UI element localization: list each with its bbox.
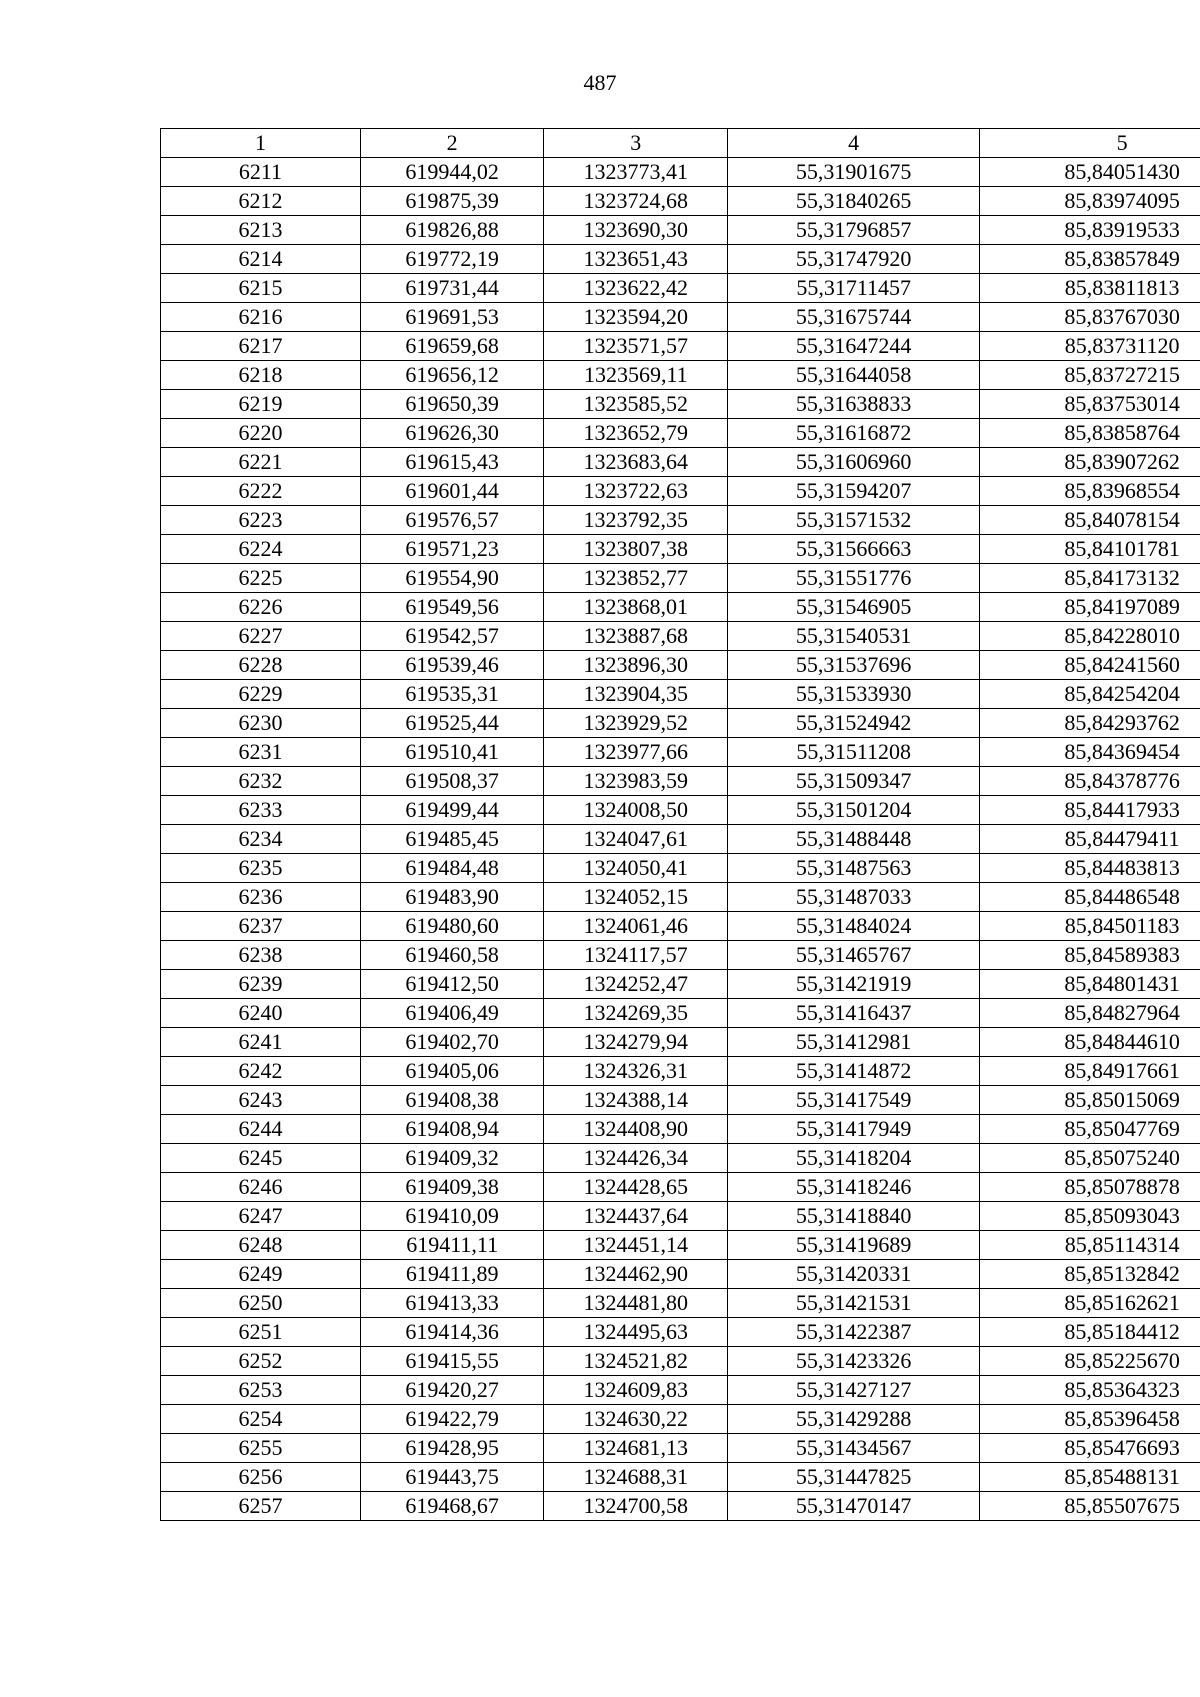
table-cell-col-3: 1324426,34 bbox=[544, 1144, 728, 1173]
table-cell-col-1: 6219 bbox=[161, 390, 361, 419]
table-cell-col-2: 619409,38 bbox=[360, 1173, 544, 1202]
table-cell-col-4: 55,31509347 bbox=[728, 767, 980, 796]
table-cell-col-1: 6230 bbox=[161, 709, 361, 738]
table-cell-col-1: 6237 bbox=[161, 912, 361, 941]
table-cell-col-5: 85,84589383 bbox=[980, 941, 1200, 970]
table-cell-col-4: 55,31571532 bbox=[728, 506, 980, 535]
table-cell-col-5: 85,83767030 bbox=[980, 303, 1200, 332]
table-cell-col-3: 1323594,20 bbox=[544, 303, 728, 332]
table-cell-col-4: 55,31537696 bbox=[728, 651, 980, 680]
table-cell-col-4: 55,31434567 bbox=[728, 1434, 980, 1463]
table-cell-col-5: 85,84228010 bbox=[980, 622, 1200, 651]
table-cell-col-4: 55,31616872 bbox=[728, 419, 980, 448]
table-cell-col-4: 55,31427127 bbox=[728, 1376, 980, 1405]
column-header-1: 1 bbox=[161, 129, 361, 158]
table-cell-col-4: 55,31840265 bbox=[728, 187, 980, 216]
table-cell-col-2: 619460,58 bbox=[360, 941, 544, 970]
table-cell-col-4: 55,31419689 bbox=[728, 1231, 980, 1260]
table-cell-col-5: 85,85476693 bbox=[980, 1434, 1200, 1463]
table-cell-col-2: 619535,31 bbox=[360, 680, 544, 709]
table-cell-col-2: 619402,70 bbox=[360, 1028, 544, 1057]
table-cell-col-5: 85,84483813 bbox=[980, 854, 1200, 883]
table-cell-col-3: 1323977,66 bbox=[544, 738, 728, 767]
table-row bbox=[161, 448, 1200, 477]
table-cell-col-4: 55,31487563 bbox=[728, 854, 980, 883]
table-cell-col-2: 619412,50 bbox=[360, 970, 544, 999]
table-cell-col-3: 1324451,14 bbox=[544, 1231, 728, 1260]
table-row bbox=[161, 1289, 1200, 1318]
table-row bbox=[161, 709, 1200, 738]
table-cell-col-1: 6241 bbox=[161, 1028, 361, 1057]
table-cell-col-5: 85,83753014 bbox=[980, 390, 1200, 419]
table-cell-col-5: 85,83919533 bbox=[980, 216, 1200, 245]
table-cell-col-3: 1323652,79 bbox=[544, 419, 728, 448]
table-cell-col-3: 1323585,52 bbox=[544, 390, 728, 419]
table-cell-col-1: 6217 bbox=[161, 332, 361, 361]
table-cell-col-4: 55,31418840 bbox=[728, 1202, 980, 1231]
table-cell-col-4: 55,31638833 bbox=[728, 390, 980, 419]
table-row bbox=[161, 361, 1200, 390]
table-cell-col-2: 619510,41 bbox=[360, 738, 544, 767]
table-cell-col-5: 85,84378776 bbox=[980, 767, 1200, 796]
table-row bbox=[161, 245, 1200, 274]
table-row bbox=[161, 1347, 1200, 1376]
table-cell-col-1: 6233 bbox=[161, 796, 361, 825]
table-cell-col-3: 1323622,42 bbox=[544, 274, 728, 303]
table-row bbox=[161, 651, 1200, 680]
table-cell-col-3: 1324008,50 bbox=[544, 796, 728, 825]
table-row bbox=[161, 796, 1200, 825]
table-row bbox=[161, 506, 1200, 535]
table-cell-col-4: 55,31429288 bbox=[728, 1405, 980, 1434]
table-cell-col-5: 85,84479411 bbox=[980, 825, 1200, 854]
table-cell-col-5: 85,84417933 bbox=[980, 796, 1200, 825]
table-cell-col-4: 55,31420331 bbox=[728, 1260, 980, 1289]
table-cell-col-3: 1324437,64 bbox=[544, 1202, 728, 1231]
table-row bbox=[161, 1405, 1200, 1434]
table-cell-col-4: 55,31606960 bbox=[728, 448, 980, 477]
table-cell-col-1: 6228 bbox=[161, 651, 361, 680]
table-cell-col-3: 1323807,38 bbox=[544, 535, 728, 564]
table-cell-col-3: 1324700,58 bbox=[544, 1492, 728, 1521]
table-cell-col-5: 85,85075240 bbox=[980, 1144, 1200, 1173]
table-cell-col-5: 85,85364323 bbox=[980, 1376, 1200, 1405]
table-cell-col-2: 619508,37 bbox=[360, 767, 544, 796]
table-cell-col-3: 1324117,57 bbox=[544, 941, 728, 970]
table-cell-col-1: 6246 bbox=[161, 1173, 361, 1202]
table-cell-col-1: 6220 bbox=[161, 419, 361, 448]
table-cell-col-1: 6243 bbox=[161, 1086, 361, 1115]
table-cell-col-1: 6250 bbox=[161, 1289, 361, 1318]
table-cell-col-5: 85,84293762 bbox=[980, 709, 1200, 738]
table-cell-col-2: 619428,95 bbox=[360, 1434, 544, 1463]
table-row bbox=[161, 1231, 1200, 1260]
table-cell-col-1: 6247 bbox=[161, 1202, 361, 1231]
table-cell-col-2: 619554,90 bbox=[360, 564, 544, 593]
table-cell-col-4: 55,31447825 bbox=[728, 1463, 980, 1492]
table-row bbox=[161, 738, 1200, 767]
table-cell-col-3: 1323773,41 bbox=[544, 158, 728, 187]
table-cell-col-5: 85,84486548 bbox=[980, 883, 1200, 912]
table-cell-col-5: 85,85488131 bbox=[980, 1463, 1200, 1492]
table-cell-col-5: 85,85015069 bbox=[980, 1086, 1200, 1115]
table-cell-col-2: 619576,57 bbox=[360, 506, 544, 535]
table-row bbox=[161, 941, 1200, 970]
table-cell-col-2: 619422,79 bbox=[360, 1405, 544, 1434]
table-cell-col-1: 6239 bbox=[161, 970, 361, 999]
table-cell-col-4: 55,31647244 bbox=[728, 332, 980, 361]
table-cell-col-5: 85,83858764 bbox=[980, 419, 1200, 448]
table-cell-col-3: 1324481,80 bbox=[544, 1289, 728, 1318]
table-row bbox=[161, 593, 1200, 622]
table-cell-col-2: 619542,57 bbox=[360, 622, 544, 651]
table-cell-col-5: 85,85047769 bbox=[980, 1115, 1200, 1144]
table-cell-col-2: 619691,53 bbox=[360, 303, 544, 332]
table-cell-col-4: 55,31675744 bbox=[728, 303, 980, 332]
table-cell-col-3: 1324269,35 bbox=[544, 999, 728, 1028]
table-cell-col-2: 619406,49 bbox=[360, 999, 544, 1028]
table-row bbox=[161, 912, 1200, 941]
table-cell-col-4: 55,31524942 bbox=[728, 709, 980, 738]
table-row bbox=[161, 1318, 1200, 1347]
table-row bbox=[161, 390, 1200, 419]
table-cell-col-5: 85,85184412 bbox=[980, 1318, 1200, 1347]
table-cell-col-2: 619468,67 bbox=[360, 1492, 544, 1521]
table-cell-col-1: 6232 bbox=[161, 767, 361, 796]
table-cell-col-1: 6215 bbox=[161, 274, 361, 303]
table-cell-col-3: 1324326,31 bbox=[544, 1057, 728, 1086]
table-cell-col-2: 619414,36 bbox=[360, 1318, 544, 1347]
table-cell-col-1: 6226 bbox=[161, 593, 361, 622]
table-row bbox=[161, 274, 1200, 303]
table-cell-col-3: 1323792,35 bbox=[544, 506, 728, 535]
table-cell-col-2: 619484,48 bbox=[360, 854, 544, 883]
table-cell-col-3: 1324462,90 bbox=[544, 1260, 728, 1289]
table-cell-col-1: 6249 bbox=[161, 1260, 361, 1289]
table-cell-col-4: 55,31418204 bbox=[728, 1144, 980, 1173]
table-body bbox=[161, 158, 1200, 1521]
table-cell-col-2: 619483,90 bbox=[360, 883, 544, 912]
table-cell-col-4: 55,31484024 bbox=[728, 912, 980, 941]
table-cell-col-5: 85,83907262 bbox=[980, 448, 1200, 477]
table-cell-col-5: 85,84801431 bbox=[980, 970, 1200, 999]
table-row bbox=[161, 1086, 1200, 1115]
table-cell-col-4: 55,31511208 bbox=[728, 738, 980, 767]
table-cell-col-5: 85,84241560 bbox=[980, 651, 1200, 680]
table-cell-col-4: 55,31421531 bbox=[728, 1289, 980, 1318]
table-row bbox=[161, 1376, 1200, 1405]
column-header-3: 3 bbox=[544, 129, 728, 158]
table-row bbox=[161, 332, 1200, 361]
table-cell-col-3: 1323868,01 bbox=[544, 593, 728, 622]
table-cell-col-5: 85,84173132 bbox=[980, 564, 1200, 593]
table-row bbox=[161, 1173, 1200, 1202]
table-cell-col-2: 619420,27 bbox=[360, 1376, 544, 1405]
table-cell-col-2: 619875,39 bbox=[360, 187, 544, 216]
table-row bbox=[161, 1028, 1200, 1057]
table-cell-col-1: 6240 bbox=[161, 999, 361, 1028]
table-cell-col-2: 619601,44 bbox=[360, 477, 544, 506]
table-row bbox=[161, 1492, 1200, 1521]
table-cell-col-3: 1323683,64 bbox=[544, 448, 728, 477]
table-cell-col-3: 1323904,35 bbox=[544, 680, 728, 709]
table-cell-col-3: 1324050,41 bbox=[544, 854, 728, 883]
column-header-5: 5 bbox=[980, 129, 1200, 158]
table-row bbox=[161, 622, 1200, 651]
table-cell-col-2: 619405,06 bbox=[360, 1057, 544, 1086]
table-cell-col-1: 6235 bbox=[161, 854, 361, 883]
table-cell-col-1: 6252 bbox=[161, 1347, 361, 1376]
table-cell-col-5: 85,83731120 bbox=[980, 332, 1200, 361]
table-cell-col-4: 55,31470147 bbox=[728, 1492, 980, 1521]
table-cell-col-3: 1324408,90 bbox=[544, 1115, 728, 1144]
table-row bbox=[161, 187, 1200, 216]
table-cell-col-2: 619650,39 bbox=[360, 390, 544, 419]
table-cell-col-5: 85,85396458 bbox=[980, 1405, 1200, 1434]
table-cell-col-1: 6257 bbox=[161, 1492, 361, 1521]
table-cell-col-5: 85,84917661 bbox=[980, 1057, 1200, 1086]
table-cell-col-3: 1324052,15 bbox=[544, 883, 728, 912]
table-cell-col-5: 85,83974095 bbox=[980, 187, 1200, 216]
table-cell-col-2: 619615,43 bbox=[360, 448, 544, 477]
table-cell-col-2: 619772,19 bbox=[360, 245, 544, 274]
table-cell-col-4: 55,31747920 bbox=[728, 245, 980, 274]
table-cell-col-2: 619659,68 bbox=[360, 332, 544, 361]
table-cell-col-4: 55,31644058 bbox=[728, 361, 980, 390]
table-cell-col-5: 85,83811813 bbox=[980, 274, 1200, 303]
table-cell-col-5: 85,83857849 bbox=[980, 245, 1200, 274]
table-cell-col-4: 55,31551776 bbox=[728, 564, 980, 593]
table-cell-col-4: 55,31414872 bbox=[728, 1057, 980, 1086]
table-cell-col-4: 55,31711457 bbox=[728, 274, 980, 303]
table-cell-col-1: 6214 bbox=[161, 245, 361, 274]
table-cell-col-5: 85,84844610 bbox=[980, 1028, 1200, 1057]
table-cell-col-5: 85,84827964 bbox=[980, 999, 1200, 1028]
table-cell-col-2: 619415,55 bbox=[360, 1347, 544, 1376]
table-cell-col-2: 619410,09 bbox=[360, 1202, 544, 1231]
table-cell-col-4: 55,31533930 bbox=[728, 680, 980, 709]
table-cell-col-2: 619408,38 bbox=[360, 1086, 544, 1115]
table-row bbox=[161, 158, 1200, 187]
table-row bbox=[161, 1260, 1200, 1289]
table-row bbox=[161, 564, 1200, 593]
table-cell-col-2: 619656,12 bbox=[360, 361, 544, 390]
table-cell-col-2: 619539,46 bbox=[360, 651, 544, 680]
table-cell-col-3: 1324252,47 bbox=[544, 970, 728, 999]
table-row bbox=[161, 999, 1200, 1028]
table-cell-col-1: 6221 bbox=[161, 448, 361, 477]
table-cell-col-2: 619944,02 bbox=[360, 158, 544, 187]
table-cell-col-3: 1324681,13 bbox=[544, 1434, 728, 1463]
table-cell-col-2: 619480,60 bbox=[360, 912, 544, 941]
table-cell-col-4: 55,31416437 bbox=[728, 999, 980, 1028]
table-cell-col-4: 55,31501204 bbox=[728, 796, 980, 825]
table-row bbox=[161, 1115, 1200, 1144]
table-cell-col-2: 619411,11 bbox=[360, 1231, 544, 1260]
table-cell-col-5: 85,85225670 bbox=[980, 1347, 1200, 1376]
table-cell-col-1: 6222 bbox=[161, 477, 361, 506]
table-cell-col-1: 6223 bbox=[161, 506, 361, 535]
table-cell-col-1: 6218 bbox=[161, 361, 361, 390]
table-cell-col-2: 619408,94 bbox=[360, 1115, 544, 1144]
table-cell-col-2: 619411,89 bbox=[360, 1260, 544, 1289]
table-cell-col-4: 55,31566663 bbox=[728, 535, 980, 564]
table-cell-col-1: 6224 bbox=[161, 535, 361, 564]
table-cell-col-1: 6244 bbox=[161, 1115, 361, 1144]
table-cell-col-4: 55,31417949 bbox=[728, 1115, 980, 1144]
table-header-row bbox=[161, 129, 1200, 158]
table-cell-col-3: 1324609,83 bbox=[544, 1376, 728, 1405]
table-cell-col-4: 55,31418246 bbox=[728, 1173, 980, 1202]
table-cell-col-3: 1323887,68 bbox=[544, 622, 728, 651]
table-cell-col-5: 85,85162621 bbox=[980, 1289, 1200, 1318]
table-cell-col-2: 619409,32 bbox=[360, 1144, 544, 1173]
table-row bbox=[161, 1434, 1200, 1463]
column-header-2: 2 bbox=[360, 129, 544, 158]
table-cell-col-1: 6212 bbox=[161, 187, 361, 216]
table-cell-col-3: 1324279,94 bbox=[544, 1028, 728, 1057]
table-row bbox=[161, 825, 1200, 854]
table-cell-col-1: 6236 bbox=[161, 883, 361, 912]
table-cell-col-4: 55,31901675 bbox=[728, 158, 980, 187]
table-cell-col-4: 55,31465767 bbox=[728, 941, 980, 970]
table-cell-col-1: 6238 bbox=[161, 941, 361, 970]
table-cell-col-1: 6242 bbox=[161, 1057, 361, 1086]
table-cell-col-1: 6245 bbox=[161, 1144, 361, 1173]
table-cell-col-3: 1323929,52 bbox=[544, 709, 728, 738]
page-number: 487 bbox=[583, 70, 617, 95]
table-cell-col-4: 55,31423326 bbox=[728, 1347, 980, 1376]
table-row bbox=[161, 883, 1200, 912]
table-cell-col-1: 6248 bbox=[161, 1231, 361, 1260]
table-cell-col-4: 55,31546905 bbox=[728, 593, 980, 622]
table-cell-col-3: 1323690,30 bbox=[544, 216, 728, 245]
table-row bbox=[161, 767, 1200, 796]
table-cell-col-5: 85,84051430 bbox=[980, 158, 1200, 187]
table-cell-col-5: 85,84101781 bbox=[980, 535, 1200, 564]
table-cell-col-3: 1324428,65 bbox=[544, 1173, 728, 1202]
table-row bbox=[161, 1202, 1200, 1231]
table-cell-col-3: 1323852,77 bbox=[544, 564, 728, 593]
table-cell-col-1: 6256 bbox=[161, 1463, 361, 1492]
table-cell-col-3: 1323896,30 bbox=[544, 651, 728, 680]
table-cell-col-5: 85,85507675 bbox=[980, 1492, 1200, 1521]
table-cell-col-1: 6216 bbox=[161, 303, 361, 332]
table-cell-col-2: 619443,75 bbox=[360, 1463, 544, 1492]
table-cell-col-1: 6254 bbox=[161, 1405, 361, 1434]
table-row bbox=[161, 1144, 1200, 1173]
table-cell-col-3: 1324495,63 bbox=[544, 1318, 728, 1347]
table-cell-col-2: 619571,23 bbox=[360, 535, 544, 564]
table-cell-col-5: 85,84254204 bbox=[980, 680, 1200, 709]
table-row bbox=[161, 419, 1200, 448]
table-cell-col-5: 85,84078154 bbox=[980, 506, 1200, 535]
table-cell-col-3: 1324630,22 bbox=[544, 1405, 728, 1434]
table-cell-col-2: 619499,44 bbox=[360, 796, 544, 825]
coordinates-table bbox=[160, 128, 1200, 1521]
table-cell-col-5: 85,84369454 bbox=[980, 738, 1200, 767]
table-row bbox=[161, 680, 1200, 709]
table-cell-col-5: 85,85093043 bbox=[980, 1202, 1200, 1231]
table-cell-col-2: 619485,45 bbox=[360, 825, 544, 854]
table-cell-col-2: 619525,44 bbox=[360, 709, 544, 738]
table-cell-col-1: 6255 bbox=[161, 1434, 361, 1463]
table-cell-col-5: 85,83968554 bbox=[980, 477, 1200, 506]
table-row bbox=[161, 854, 1200, 883]
table-cell-col-3: 1324688,31 bbox=[544, 1463, 728, 1492]
table-cell-col-5: 85,85078878 bbox=[980, 1173, 1200, 1202]
table-cell-col-5: 85,85132842 bbox=[980, 1260, 1200, 1289]
table-cell-col-3: 1324061,46 bbox=[544, 912, 728, 941]
table-cell-col-3: 1323569,11 bbox=[544, 361, 728, 390]
table-cell-col-3: 1323983,59 bbox=[544, 767, 728, 796]
table-cell-col-2: 619826,88 bbox=[360, 216, 544, 245]
table-cell-col-5: 85,85114314 bbox=[980, 1231, 1200, 1260]
table-cell-col-4: 55,31417549 bbox=[728, 1086, 980, 1115]
table-cell-col-3: 1324388,14 bbox=[544, 1086, 728, 1115]
table-cell-col-4: 55,31422387 bbox=[728, 1318, 980, 1347]
table-row bbox=[161, 535, 1200, 564]
table-cell-col-1: 6225 bbox=[161, 564, 361, 593]
table-row bbox=[161, 216, 1200, 245]
table-cell-col-4: 55,31412981 bbox=[728, 1028, 980, 1057]
table-cell-col-5: 85,84501183 bbox=[980, 912, 1200, 941]
table-cell-col-3: 1324521,82 bbox=[544, 1347, 728, 1376]
table-cell-col-4: 55,31594207 bbox=[728, 477, 980, 506]
table-cell-col-2: 619549,56 bbox=[360, 593, 544, 622]
table-row bbox=[161, 477, 1200, 506]
table-cell-col-1: 6234 bbox=[161, 825, 361, 854]
table-cell-col-3: 1323571,57 bbox=[544, 332, 728, 361]
table-cell-col-2: 619731,44 bbox=[360, 274, 544, 303]
column-header-4: 4 bbox=[728, 129, 980, 158]
table-cell-col-1: 6251 bbox=[161, 1318, 361, 1347]
table-row bbox=[161, 1057, 1200, 1086]
table-cell-col-1: 6231 bbox=[161, 738, 361, 767]
table-row bbox=[161, 303, 1200, 332]
table-cell-col-2: 619413,33 bbox=[360, 1289, 544, 1318]
table-cell-col-5: 85,84197089 bbox=[980, 593, 1200, 622]
table-cell-col-3: 1323722,63 bbox=[544, 477, 728, 506]
table-cell-col-1: 6229 bbox=[161, 680, 361, 709]
table-cell-col-4: 55,31540531 bbox=[728, 622, 980, 651]
table-row bbox=[161, 1463, 1200, 1492]
table-cell-col-3: 1323651,43 bbox=[544, 245, 728, 274]
table-cell-col-4: 55,31488448 bbox=[728, 825, 980, 854]
table-row bbox=[161, 970, 1200, 999]
table-cell-col-1: 6253 bbox=[161, 1376, 361, 1405]
table-cell-col-3: 1323724,68 bbox=[544, 187, 728, 216]
table-cell-col-1: 6211 bbox=[161, 158, 361, 187]
table-cell-col-5: 85,83727215 bbox=[980, 361, 1200, 390]
table-cell-col-3: 1324047,61 bbox=[544, 825, 728, 854]
table-cell-col-4: 55,31421919 bbox=[728, 970, 980, 999]
table-cell-col-4: 55,31796857 bbox=[728, 216, 980, 245]
table-cell-col-1: 6213 bbox=[161, 216, 361, 245]
table-cell-col-1: 6227 bbox=[161, 622, 361, 651]
table-cell-col-2: 619626,30 bbox=[360, 419, 544, 448]
table-cell-col-4: 55,31487033 bbox=[728, 883, 980, 912]
